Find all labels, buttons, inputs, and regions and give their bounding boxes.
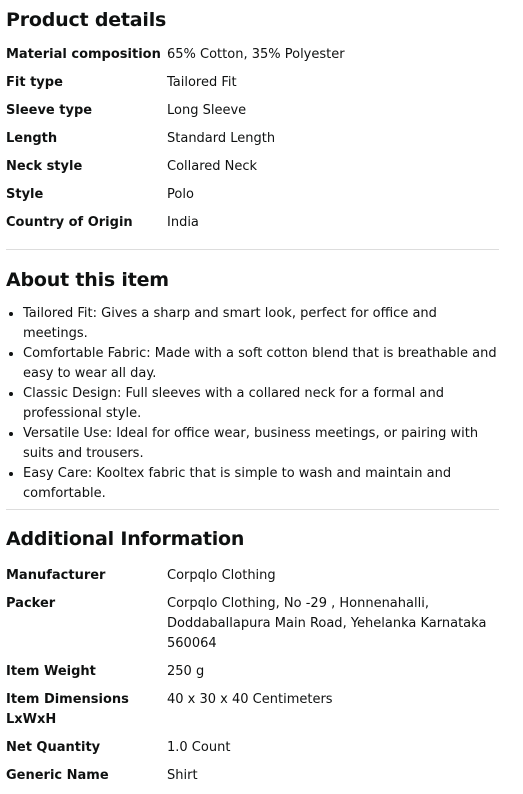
info-label: Generic Name xyxy=(6,768,109,783)
info-row-generic-name xyxy=(6,766,499,786)
detail-row-fit-type xyxy=(6,73,499,93)
info-row-item-dimensions xyxy=(6,690,499,730)
info-value: Shirt xyxy=(167,768,198,783)
info-label: Item Dimensions LxWxH xyxy=(6,692,129,727)
detail-value: Tailored Fit xyxy=(167,75,237,90)
info-label: Net Quantity xyxy=(6,740,101,755)
detail-label: Sleeve type xyxy=(6,103,93,118)
info-value: Corpqlo Clothing xyxy=(167,568,276,583)
detail-label: Style xyxy=(6,187,44,202)
info-value: 1.0 Count xyxy=(167,740,231,755)
detail-row-sleeve-type xyxy=(6,101,499,121)
detail-value: Polo xyxy=(167,187,194,202)
detail-value: 65% Cotton, 35% Polyester xyxy=(167,47,345,62)
detail-value: Standard Length xyxy=(167,131,276,146)
bullet-item: • Versatile Use: Ideal for office wear, business meetings, or pairing with suits and trousers. xyxy=(23,424,499,464)
detail-row-neck-style xyxy=(6,157,499,177)
detail-row-length xyxy=(6,129,499,149)
info-value: 40 x 30 x 40 Centimeters xyxy=(167,692,333,707)
bullet-item: • Tailored Fit: Gives a sharp and smart look, perfect for office and meetings. xyxy=(23,304,499,344)
info-label: Packer xyxy=(6,596,56,611)
product-details-section xyxy=(6,0,499,233)
product-details-heading: Product details xyxy=(6,9,167,31)
info-row-item-weight xyxy=(6,662,499,682)
info-row-net-quantity xyxy=(6,738,499,758)
info-value: Corpqlo Clothing, No -29 , Honnenahalli, Doddaballapura Main Road, Yehelanka Karnataka 560064 xyxy=(167,596,487,651)
about-item-heading: About this item xyxy=(6,269,169,291)
detail-label: Fit type xyxy=(6,75,63,90)
info-label: Manufacturer xyxy=(6,568,106,583)
info-label: Item Weight xyxy=(6,664,96,679)
detail-value: India xyxy=(167,215,199,230)
about-item-bullets xyxy=(6,304,499,504)
bullet-item: • Comfortable Fabric: Made with a soft cotton blend that is breathable and easy to wear all day. xyxy=(23,344,499,384)
detail-row-material xyxy=(6,45,499,65)
bullet-item: • Classic Design: Full sleeves with a collared neck for a formal and professional style. xyxy=(23,384,499,424)
product-details-table xyxy=(6,45,499,233)
additional-info-heading: Additional Information xyxy=(6,528,245,550)
detail-label: Country of Origin xyxy=(6,215,133,230)
info-row-packer xyxy=(6,594,499,654)
additional-info-section xyxy=(6,510,499,786)
bullet-item: • Easy Care: Kooltex fabric that is simple to wash and maintain and comfortable. xyxy=(23,464,499,504)
detail-label: Material composition xyxy=(6,47,161,62)
detail-label: Neck style xyxy=(6,159,83,174)
detail-label: Length xyxy=(6,131,58,146)
detail-value: Long Sleeve xyxy=(167,103,247,118)
info-value: 250 g xyxy=(167,664,205,679)
product-info-page xyxy=(6,0,499,794)
detail-value: Collared Neck xyxy=(167,159,258,174)
detail-row-style xyxy=(6,185,499,205)
additional-info-table xyxy=(6,566,499,786)
about-item-section xyxy=(6,250,499,504)
detail-row-country-of-origin xyxy=(6,213,499,233)
info-row-manufacturer xyxy=(6,566,499,586)
